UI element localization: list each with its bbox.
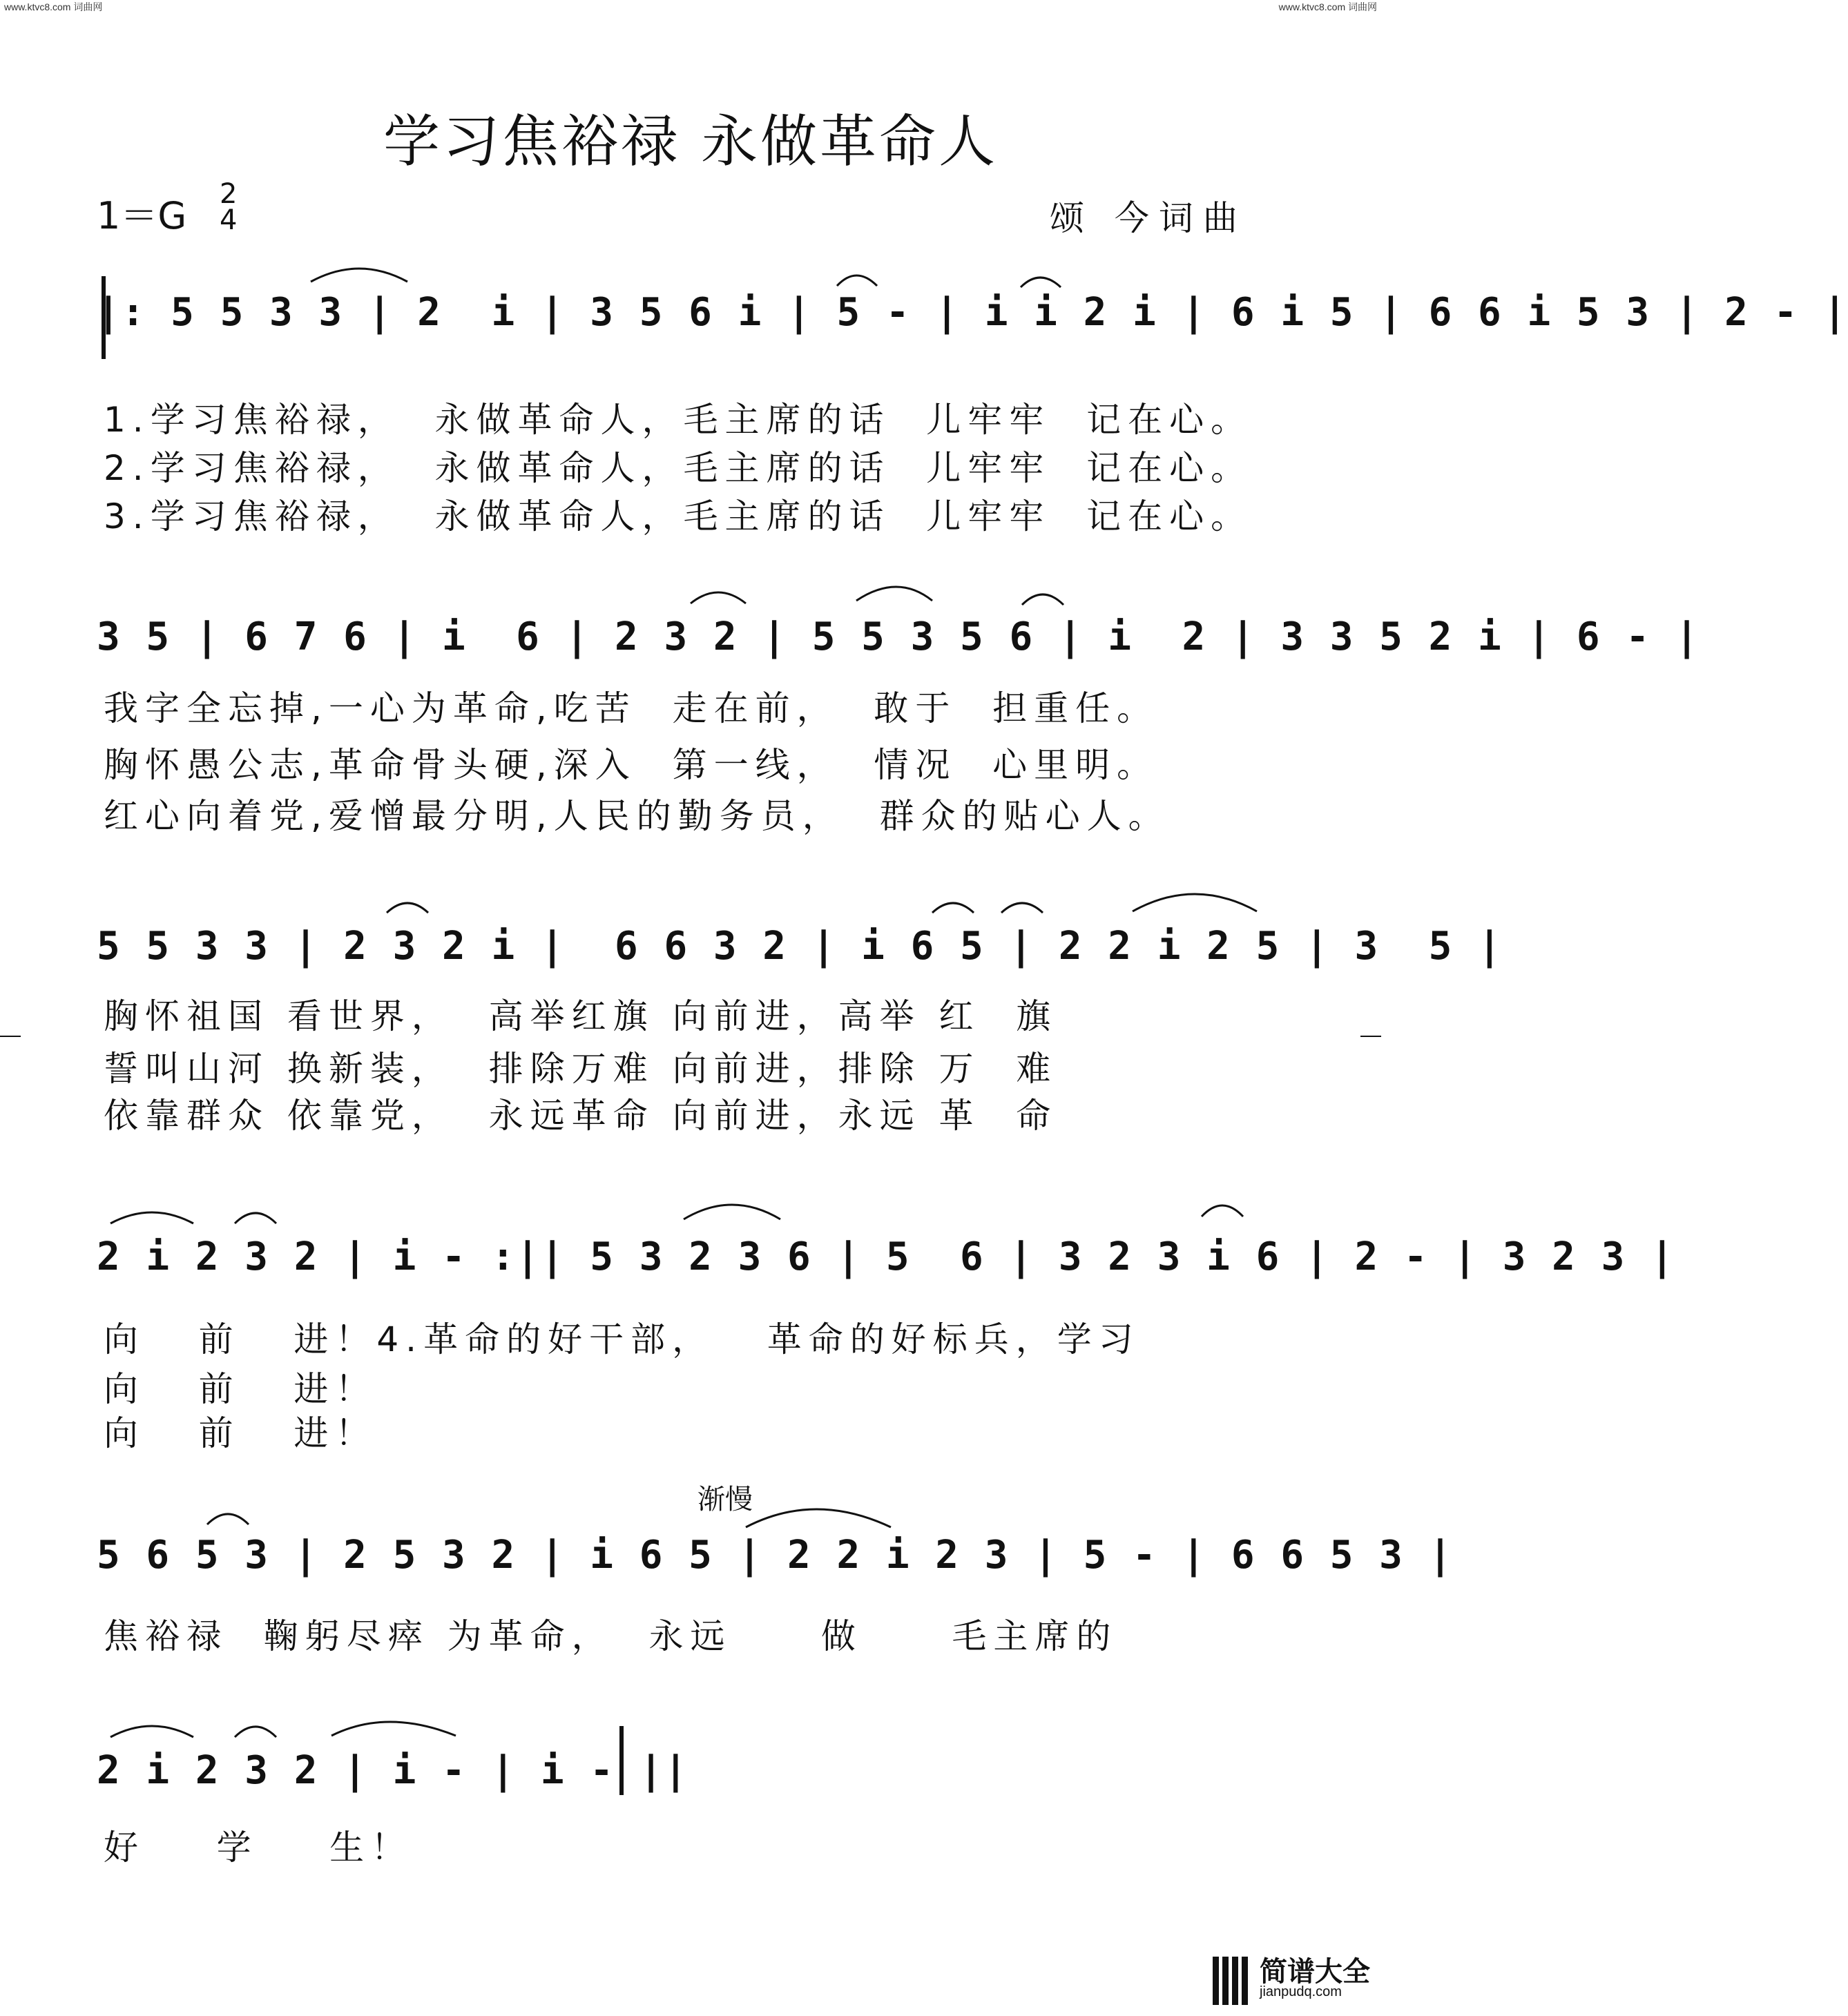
site-url-right: www.ktvc8.com 词曲网 — [1278, 1, 1377, 12]
slur — [1021, 278, 1061, 287]
slur — [746, 1509, 891, 1527]
jianpu-logo — [1211, 1946, 1370, 2008]
lyric-row-3-verse-2: 誓叫山河 换新装， 排除万难 向前进，排除 万 难 — [104, 1049, 1058, 1089]
slur — [856, 587, 932, 601]
slur — [235, 1213, 276, 1223]
song-title: 学习焦裕禄 永做革命人 — [383, 109, 999, 175]
lyric-row-4-verse-1: 向 前 进！4.革命的好干部， 革命的好标兵，学习 — [104, 1319, 1140, 1359]
lyric-row-2-verse-1: 我字全忘掉,一心为革命,吃苦 走在前， 敢于 担重任。 — [104, 688, 1159, 728]
time-signature-bottom: 4 — [220, 204, 238, 236]
slur — [932, 903, 974, 913]
lyric-row-3-verse-3: 依靠群众 依靠党， 永远革命 向前进，永远 革 命 — [104, 1096, 1058, 1136]
lyric-row-1-verse-1: 1.学习焦裕禄， 永做革命人，毛主席的话 儿牢牢 记在心。 — [104, 400, 1253, 440]
lyric-row-4-verse-2: 向 前 进！ — [104, 1369, 377, 1409]
logo-name: 简谱大全 — [1260, 1956, 1370, 1988]
slur — [1022, 594, 1063, 605]
lyric-row-5-verse-1: 焦裕禄 鞠躬尽瘁 为革命， 永远 做 毛主席的 — [104, 1616, 1118, 1656]
slur — [1202, 1205, 1243, 1217]
slur — [311, 269, 407, 282]
time-signature — [220, 178, 238, 236]
slur — [235, 1727, 276, 1737]
notation-row-1: |: 5 5 3 3 | 2 i | 3 5 6 i | 5 - | i i 2 i | 6 i 5 | 6 6 i 5 3 | 2 - | — [97, 290, 1848, 335]
lyric-row-2-verse-3: 红心向着党,爱憎最分明,人民的勤务员， 群众的贴心人。 — [104, 796, 1170, 836]
slur — [387, 903, 428, 913]
notation-row-4: 2 i 2 3 2 | i - :|| 5 3 2 3 6 | 5 6 | 3 2 3 i 6 | 2 - | 3 2 3 | — [97, 1234, 1675, 1279]
piano-keys-icon — [1211, 1950, 1253, 2005]
slur — [684, 1205, 780, 1219]
slur — [207, 1514, 249, 1524]
slur — [110, 1212, 193, 1223]
notation-row-6: 2 i 2 3 2 | i - | i - || — [97, 1748, 689, 1793]
slur — [1001, 903, 1043, 913]
lyric-row-2-verse-2: 胸怀愚公志,革命骨头硬,深入 第一线， 情况 心里明。 — [104, 745, 1159, 785]
notation-row-5: 5 6 5 3 | 2 5 3 2 | i 6 5 | 2 2 i 2 3 | 5 - | 6 6 5 3 | — [97, 1533, 1454, 1578]
lyric-row-1-verse-2: 2.学习焦裕禄， 永做革命人，毛主席的话 儿牢牢 记在心。 — [104, 448, 1253, 488]
lyric-row-4-verse-3: 向 前 进！ — [104, 1413, 377, 1453]
lyric-row-1-verse-3: 3.学习焦裕禄， 永做革命人，毛主席的话 儿牢牢 记在心。 — [104, 496, 1253, 536]
slur — [1133, 894, 1257, 911]
key-signature: 1＝G — [97, 194, 187, 238]
margin-tick-left — [0, 1036, 21, 1037]
tempo-marking: 渐慢 — [697, 1484, 753, 1515]
lyric-row-6-verse-1: 好 学 生！ — [104, 1828, 413, 1868]
time-signature-top: 2 — [220, 178, 238, 210]
lyric-row-3-verse-1: 胸怀祖国 看世界， 高举红旗 向前进，高举 红 旗 — [104, 996, 1058, 1036]
slur — [691, 592, 746, 603]
notation-row-2: 3 5 | 6 7 6 | i 6 | 2 3 2 | 5 5 3 5 6 | i 2 | 3 3 5 2 i | 6 - | — [97, 614, 1700, 659]
site-url-left: www.ktvc8.com 词曲网 — [4, 1, 103, 12]
slur — [331, 1722, 456, 1736]
notation-row-3: 5 5 3 3 | 2 3 2 i | 6 6 3 2 | i 6 5 | 2 2 i 2 5 | 3 5 | — [97, 924, 1503, 969]
author-credit: 颂 今词曲 — [1050, 198, 1247, 238]
margin-tick-right — [1360, 1036, 1381, 1037]
logo-url: jianpudq.com — [1260, 1984, 1342, 1999]
slur — [110, 1726, 193, 1737]
slur — [837, 275, 877, 286]
